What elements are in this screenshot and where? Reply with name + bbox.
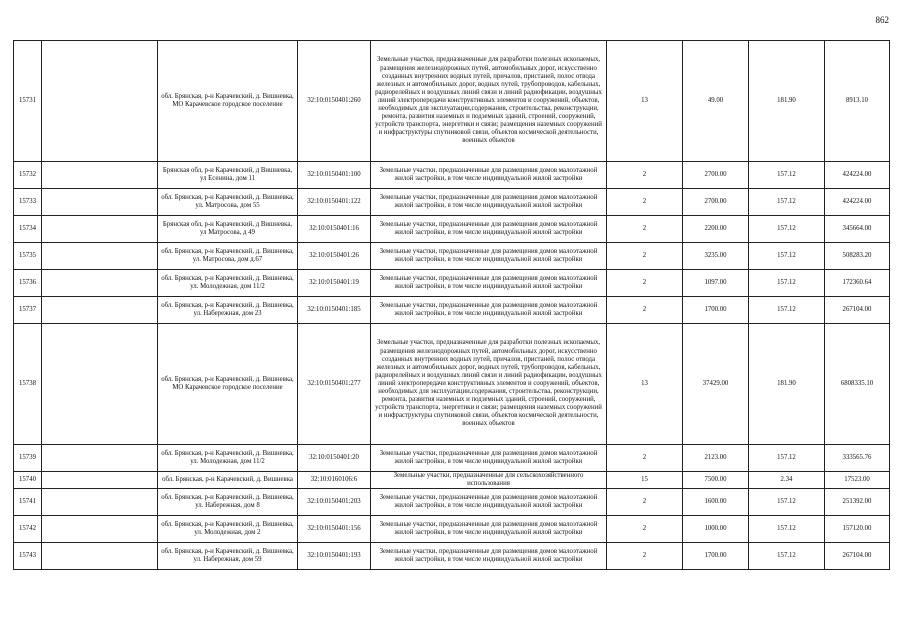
land-use-cell: Земельные участки, предназначенные для размещения домов малоэтажной жилой застройки, в том числе индивидуальной жилой застройки — [371, 516, 607, 543]
row-id: 15743 — [14, 543, 42, 570]
cadastral-number-cell: 32:10:0150401:185 — [298, 297, 371, 324]
table-row — [14, 489, 890, 516]
address-cell: Брянская обл, р-н Карачевский, д Вишневка, ул Есенина, дом 11 — [158, 162, 298, 189]
land-use-cell: Земельные участки, предназначенные для размещения домов малоэтажной жилой застройки, в том числе индивидуальной жилой застройки — [371, 543, 607, 570]
cadastral-number-cell: 32:10:0150401:16 — [298, 216, 371, 243]
row-id: 15739 — [14, 445, 42, 472]
cadastral-number-cell: 32:10:0150401:19 — [298, 270, 371, 297]
cadastral-value-cell: 508283.20 — [825, 243, 890, 270]
cadastral-value-cell: 8913.10 — [825, 41, 890, 162]
cadastral-table — [13, 40, 890, 570]
address-cell: обл. Брянская, р-н Карачевский, д. Вишневка, ул. Набережная, дом 8 — [158, 489, 298, 516]
cadastral-value-cell: 345664.00 — [825, 216, 890, 243]
category-code-cell: 2 — [607, 489, 683, 516]
cadastral-value-cell: 267104.00 — [825, 543, 890, 570]
area-cell: 49.00 — [683, 41, 749, 162]
area-cell: 3235.00 — [683, 243, 749, 270]
category-code-cell: 2 — [607, 297, 683, 324]
category-code-cell: 13 — [607, 41, 683, 162]
rate-cell: 157.12 — [749, 516, 825, 543]
rate-cell: 157.12 — [749, 489, 825, 516]
category-code-cell: 2 — [607, 162, 683, 189]
address-cell: обл. Брянская, р-н Карачевский, д. Вишневка, ул. Набережная, дом 23 — [158, 297, 298, 324]
land-use-cell: Земельные участки, предназначенные для размещения домов малоэтажной жилой застройки, в том числе индивидуальной жилой застройки — [371, 489, 607, 516]
land-use-cell: Земельные участки, предназначенные для разработки полезных ископаемых, размещения железнодорожных путей, автомобильных дорог, искусственно созданных внутренних водных путей, причалов, пристаней, полос отвода железных и автомобильных дорог, водных путей, трубопроводов, кабельных, радиорелейных и воздушных линий связи и линий радиофикации, воздушных линий электропередачи конструктивных элементов и сооружений, объектов, необходимых для эксплуатации,содержания, строительства, реконструкции, ремонта, развития наземных и подземных зданий, строений, сооружений, устройств транспорта, энергетики и связи; размещения наземных сооружений и инфраструктуры спутниковой связи, объектов космической деятельности, военных объектов — [371, 41, 607, 162]
address-cell: обл. Брянская, р-н Карачевский, д. Вишневка, ул. Матросова, дом 55 — [158, 189, 298, 216]
table-row — [14, 472, 890, 489]
area-cell: 37429.00 — [683, 324, 749, 445]
area-cell: 1600.00 — [683, 489, 749, 516]
cadastral-value-cell: 157120.00 — [825, 516, 890, 543]
area-cell: 1700.00 — [683, 297, 749, 324]
land-use-cell: Земельные участки, предназначенные для размещения домов малоэтажной жилой застройки, в том числе индивидуальной жилой застройки — [371, 189, 607, 216]
cadastral-value-cell: 267104.00 — [825, 297, 890, 324]
cadastral-value-cell: 251392.00 — [825, 489, 890, 516]
table-row — [14, 162, 890, 189]
cadastral-number-cell: 32:10:0150401:203 — [298, 489, 371, 516]
land-use-cell: Земельные участки, предназначенные для размещения домов малоэтажной жилой застройки, в том числе индивидуальной жилой застройки — [371, 297, 607, 324]
rate-cell: 2.34 — [749, 472, 825, 489]
table-row — [14, 216, 890, 243]
row-id: 15740 — [14, 472, 42, 489]
cadastral-value-cell: 6808335.10 — [825, 324, 890, 445]
area-cell: 2123.00 — [683, 445, 749, 472]
address-cell: обл. Брянская, р-н Карачевский, д. Вишневка, ул. Молодежная, дом 11/2 — [158, 445, 298, 472]
blank-cell — [42, 270, 158, 297]
area-cell: 7500.00 — [683, 472, 749, 489]
cadastral-number-cell: 32:10:0150401:122 — [298, 189, 371, 216]
row-id: 15731 — [14, 41, 42, 162]
row-id: 15734 — [14, 216, 42, 243]
rate-cell: 157.12 — [749, 216, 825, 243]
rate-cell: 181.90 — [749, 324, 825, 445]
blank-cell — [42, 516, 158, 543]
rate-cell: 157.12 — [749, 270, 825, 297]
area-cell: 2700.00 — [683, 189, 749, 216]
table-row — [14, 445, 890, 472]
row-id: 15736 — [14, 270, 42, 297]
blank-cell — [42, 472, 158, 489]
area-cell: 1700.00 — [683, 543, 749, 570]
address-cell: обл. Брянская, р-н Карачевский, д. Вишневка, ул. Набережная, дом 59 — [158, 543, 298, 570]
address-cell: обл. Брянская, р-н Карачевский, д. Вишневка, ул. Молодежная, дом 11/2 — [158, 270, 298, 297]
address-cell: обл. Брянская, р-н Карачевский, д. Вишневка — [158, 472, 298, 489]
blank-cell — [42, 445, 158, 472]
blank-cell — [42, 543, 158, 570]
address-cell: обл. Брянская, р-н Карачевский, д. Вишневка, ул. Матросова, дом д.67 — [158, 243, 298, 270]
table-row — [14, 189, 890, 216]
cadastral-number-cell: 32:10:0150401:193 — [298, 543, 371, 570]
rate-cell: 157.12 — [749, 543, 825, 570]
land-use-cell: Земельные участки, предназначенные для размещения домов малоэтажной жилой застройки, в том числе индивидуальной жилой застройки — [371, 243, 607, 270]
table-row — [14, 270, 890, 297]
table-row — [14, 297, 890, 324]
category-code-cell: 2 — [607, 516, 683, 543]
cadastral-number-cell: 32:10:0150401:277 — [298, 324, 371, 445]
blank-cell — [42, 162, 158, 189]
table-row — [14, 324, 890, 445]
table-row — [14, 516, 890, 543]
cadastral-value-cell: 17523.00 — [825, 472, 890, 489]
blank-cell — [42, 243, 158, 270]
row-id: 15735 — [14, 243, 42, 270]
category-code-cell: 2 — [607, 243, 683, 270]
cadastral-value-cell: 172360.64 — [825, 270, 890, 297]
address-cell: обл. Брянская, р-н Карачевский, д. Вишневка, МО Карачевское городское поселение — [158, 324, 298, 445]
row-id: 15742 — [14, 516, 42, 543]
category-code-cell: 2 — [607, 216, 683, 243]
cadastral-value-cell: 424224.00 — [825, 162, 890, 189]
row-id: 15741 — [14, 489, 42, 516]
row-id: 15738 — [14, 324, 42, 445]
category-code-cell: 2 — [607, 189, 683, 216]
row-id: 15733 — [14, 189, 42, 216]
category-code-cell: 2 — [607, 445, 683, 472]
area-cell: 1000.00 — [683, 516, 749, 543]
blank-cell — [42, 216, 158, 243]
row-id: 15737 — [14, 297, 42, 324]
cadastral-number-cell: 32:10:0150401:156 — [298, 516, 371, 543]
category-code-cell: 13 — [607, 324, 683, 445]
land-use-cell: Земельные участки, предназначенные для разработки полезных ископаемых, размещения железнодорожных путей, автомобильных дорог, искусственно созданных внутренних водных путей, причалов, пристаней, полос отвода железных и автомобильных дорог, водных путей, трубопроводов, кабельных, радиорелейных и воздушных линий связи и линий радиофикации, воздушных линий электропередачи конструктивных элементов и сооружений, объектов, необходимых для эксплуатации,содержания, строительства, реконструкции, ремонта, развития наземных и подземных зданий, строений, сооружений, устройств транспорта, энергетики и связи; размещения наземных сооружений и инфраструктуры спутниковой связи, объектов космической деятельности, военных объектов — [371, 324, 607, 445]
cadastral-number-cell: 32:10:0160106:6 — [298, 472, 371, 489]
rate-cell: 181.90 — [749, 41, 825, 162]
page-number: 862 — [875, 15, 889, 25]
table-row — [14, 243, 890, 270]
category-code-cell: 15 — [607, 472, 683, 489]
rate-cell: 157.12 — [749, 162, 825, 189]
address-cell: обл. Брянская, р-н Карачевский, д. Вишневка, МО Карачевское городское поселение — [158, 41, 298, 162]
address-cell: Брянская обл, р-н Карачевский, д Вишневка, ул Матросова, д 49 — [158, 216, 298, 243]
row-id: 15732 — [14, 162, 42, 189]
rate-cell: 157.12 — [749, 445, 825, 472]
table-row — [14, 41, 890, 162]
area-cell: 2200.00 — [683, 216, 749, 243]
category-code-cell: 2 — [607, 543, 683, 570]
land-use-cell: Земельные участки, предназначенные для сельскохозяйственного использования — [371, 472, 607, 489]
rate-cell: 157.12 — [749, 189, 825, 216]
blank-cell — [42, 41, 158, 162]
area-cell: 1097.00 — [683, 270, 749, 297]
blank-cell — [42, 297, 158, 324]
table-row — [14, 543, 890, 570]
land-use-cell: Земельные участки, предназначенные для размещения домов малоэтажной жилой застройки, в том числе индивидуальной жилой застройки — [371, 162, 607, 189]
cadastral-number-cell: 32:10:0150401:20 — [298, 445, 371, 472]
category-code-cell: 2 — [607, 270, 683, 297]
cadastral-value-cell: 424224.00 — [825, 189, 890, 216]
cadastral-value-cell: 333565.76 — [825, 445, 890, 472]
address-cell: обл. Брянская, р-н Карачевский, д. Вишневка, ул. Молодежная, дом 2 — [158, 516, 298, 543]
blank-cell — [42, 189, 158, 216]
rate-cell: 157.12 — [749, 243, 825, 270]
area-cell: 2700.00 — [683, 162, 749, 189]
cadastral-number-cell: 32:10:0150401:100 — [298, 162, 371, 189]
land-use-cell: Земельные участки, предназначенные для размещения домов малоэтажной жилой застройки, в том числе индивидуальной жилой застройки — [371, 270, 607, 297]
land-use-cell: Земельные участки, предназначенные для размещения домов малоэтажной жилой застройки, в том числе индивидуальной жилой застройки — [371, 445, 607, 472]
blank-cell — [42, 489, 158, 516]
land-use-cell: Земельные участки, предназначенные для размещения домов малоэтажной жилой застройки, в том числе индивидуальной жилой застройки — [371, 216, 607, 243]
cadastral-number-cell: 32:10:0150401:26 — [298, 243, 371, 270]
blank-cell — [42, 324, 158, 445]
cadastral-number-cell: 32:10:0150401:260 — [298, 41, 371, 162]
rate-cell: 157.12 — [749, 297, 825, 324]
